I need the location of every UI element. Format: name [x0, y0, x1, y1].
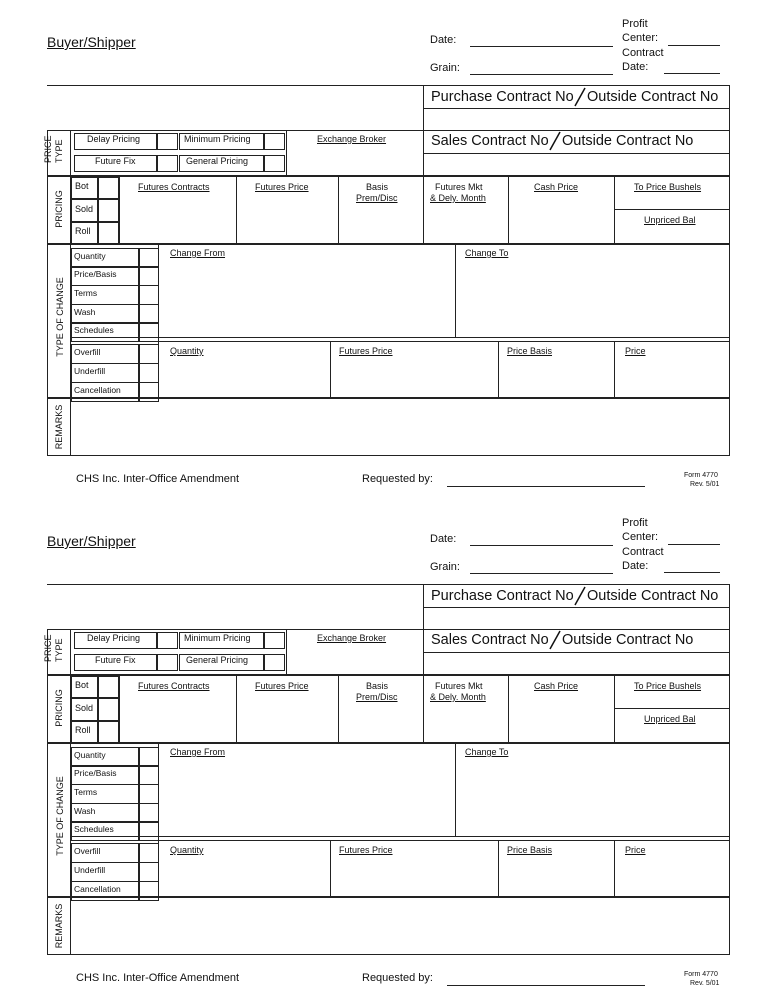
roll-label: Roll	[75, 725, 91, 735]
change-item-checkbox[interactable]	[138, 747, 159, 767]
bot-checkbox[interactable]	[97, 177, 119, 199]
divider	[338, 675, 339, 743]
change-item-label: Wash	[74, 307, 96, 317]
divider	[70, 629, 71, 675]
contract-date-label: Date:	[622, 560, 649, 572]
profit-label: Profit	[622, 18, 648, 30]
change-item-checkbox[interactable]	[138, 765, 159, 785]
sold-checkbox[interactable]	[97, 199, 119, 222]
change-item-label: Price/Basis	[74, 269, 117, 279]
requested-by-field[interactable]	[447, 486, 645, 487]
delay-pricing-checkbox[interactable]	[156, 632, 178, 649]
cash-price-label: Cash Price	[534, 182, 579, 192]
future-fix-label: Future Fix	[95, 655, 136, 665]
divider	[158, 244, 159, 337]
divider	[158, 341, 159, 398]
type-of-change-side-label: TYPE OF CHANGE	[55, 277, 65, 357]
change-item-label: Cancellation	[74, 385, 121, 395]
unpriced-bal-label: Unpriced Bal	[644, 215, 696, 225]
sales-contract-field[interactable]	[424, 154, 729, 175]
company-label: CHS Inc. Inter-Office Amendment	[76, 473, 240, 485]
change-item-label: Quantity	[74, 750, 106, 760]
change-item-label: Quantity	[74, 251, 106, 261]
change-item-label: Overfill	[74, 347, 101, 357]
buyer-shipper-label: Buyer/Shipper	[47, 34, 136, 50]
minimum-pricing-label: Minimum Pricing	[184, 134, 251, 144]
roll-label: Roll	[75, 226, 91, 236]
remarks-side-label: REMARKS	[54, 404, 64, 450]
exchange-broker-field[interactable]	[288, 150, 422, 174]
divider	[614, 840, 615, 897]
change-item-label: Schedules	[74, 824, 114, 834]
sales-outside-contract-label: Outside Contract No	[562, 133, 694, 149]
basis-label: Basis	[366, 681, 389, 691]
price-label: Price	[625, 845, 646, 855]
remarks-field[interactable]	[72, 400, 728, 454]
purchase-contract-field[interactable]	[424, 608, 729, 628]
sales-contract-label: Sales Contract No	[431, 632, 549, 648]
change-item-checkbox[interactable]	[138, 862, 159, 882]
change-item-label: Terms	[74, 787, 98, 797]
purchase-contract-label: Purchase Contract No	[431, 89, 574, 105]
change-from-label: Change From	[170, 248, 226, 258]
center-label: Center:	[622, 531, 659, 543]
change-item-checkbox[interactable]	[138, 266, 159, 286]
form-number: Form 4770	[684, 472, 718, 479]
general-pricing-checkbox[interactable]	[263, 654, 285, 671]
future-fix-checkbox[interactable]	[156, 155, 178, 172]
change-to-label: Change To	[465, 248, 509, 258]
divider	[158, 743, 159, 836]
contract-date-label: Date:	[622, 61, 649, 73]
cash-price-label: Cash Price	[534, 681, 579, 691]
delay-pricing-label: Delay Pricing	[87, 134, 141, 144]
amendment-form-bottom	[0, 499, 773, 999]
divider	[70, 897, 71, 955]
future-fix-checkbox[interactable]	[156, 654, 178, 671]
exchange-broker-label: Exchange Broker	[317, 633, 387, 643]
divider	[70, 836, 730, 837]
grain-label: Grain:	[430, 62, 460, 74]
general-pricing-label: General Pricing	[186, 156, 249, 166]
futures-price-change-label: Futures Price	[339, 346, 393, 356]
divider	[119, 675, 120, 743]
buyer-shipper-line	[47, 584, 423, 585]
futures-mkt-label: Futures Mkt	[435, 681, 483, 691]
sold-label: Sold	[75, 703, 94, 713]
price-label: Price	[625, 346, 646, 356]
change-item-label: Price/Basis	[74, 768, 117, 778]
requested-by-label: Requested by:	[362, 972, 433, 984]
price-basis-label: Price Basis	[507, 845, 553, 855]
future-fix-label: Future Fix	[95, 156, 136, 166]
delay-pricing-checkbox[interactable]	[156, 133, 178, 150]
purchase-outside-contract-label: Outside Contract No	[587, 588, 719, 604]
purchase-outside-contract-label: Outside Contract No	[587, 89, 719, 105]
contract-date-field[interactable]	[664, 73, 720, 74]
remarks-field[interactable]	[72, 899, 728, 953]
divider	[455, 244, 456, 337]
change-item-checkbox[interactable]	[138, 304, 159, 324]
divider	[498, 341, 499, 398]
change-item-label: Overfill	[74, 846, 101, 856]
to-price-bushels-label: To Price Bushels	[634, 681, 702, 691]
date-field[interactable]	[470, 46, 613, 47]
minimum-pricing-checkbox[interactable]	[263, 632, 285, 649]
price-type-side-label: PRICE	[43, 634, 53, 662]
bot-label: Bot	[75, 680, 89, 690]
exchange-broker-label: Exchange Broker	[317, 134, 387, 144]
divider	[119, 176, 120, 244]
change-item-label: Underfill	[74, 366, 106, 376]
futures-contracts-label: Futures Contracts	[138, 182, 210, 192]
change-item-label: Underfill	[74, 865, 106, 875]
prem-disc-label: Prem/Disc	[356, 193, 398, 203]
exchange-broker-field[interactable]	[288, 649, 422, 673]
divider	[338, 176, 339, 244]
divider	[286, 130, 287, 176]
quantity-label: Quantity	[170, 346, 204, 356]
change-item-checkbox[interactable]	[138, 803, 159, 823]
divider	[70, 840, 730, 841]
divider	[614, 209, 730, 210]
change-item-checkbox[interactable]	[138, 363, 159, 383]
futures-mkt-label: Futures Mkt	[435, 182, 483, 192]
minimum-pricing-label: Minimum Pricing	[184, 633, 251, 643]
change-item-checkbox[interactable]	[138, 322, 159, 342]
revision: Rev. 5/01	[690, 481, 720, 488]
remarks-side-label: REMARKS	[54, 903, 64, 949]
requested-by-field[interactable]	[447, 985, 645, 986]
profit-center-field[interactable]	[668, 544, 720, 545]
company-label: CHS Inc. Inter-Office Amendment	[76, 972, 240, 984]
grain-field[interactable]	[470, 74, 613, 75]
divider	[286, 629, 287, 675]
change-item-label: Schedules	[74, 325, 114, 335]
contract-date-field[interactable]	[664, 572, 720, 573]
divider	[70, 341, 730, 342]
divider	[70, 337, 730, 338]
prem-disc-label: Prem/Disc	[356, 692, 398, 702]
buyer-shipper-line	[47, 85, 423, 86]
change-item-checkbox[interactable]	[138, 843, 159, 863]
change-item-checkbox[interactable]	[138, 344, 159, 364]
divider	[508, 675, 509, 743]
change-from-label: Change From	[170, 747, 226, 757]
change-item-label: Cancellation	[74, 884, 121, 894]
divider	[236, 176, 237, 244]
purchase-contract-field[interactable]	[424, 109, 729, 129]
delay-pricing-label: Delay Pricing	[87, 633, 141, 643]
sales-outside-contract-label: Outside Contract No	[562, 632, 694, 648]
divider	[423, 176, 424, 244]
change-item-label: Terms	[74, 288, 98, 298]
general-pricing-label: General Pricing	[186, 655, 249, 665]
change-to-label: Change To	[465, 747, 509, 757]
sold-label: Sold	[75, 204, 94, 214]
purchase-contract-label: Purchase Contract No	[431, 588, 574, 604]
requested-by-label: Requested by:	[362, 473, 433, 485]
type-of-change-side-label: TYPE OF CHANGE	[55, 776, 65, 856]
general-pricing-checkbox[interactable]	[263, 155, 285, 172]
pricing-side-label: PRICING	[54, 689, 64, 727]
date-label: Date:	[430, 34, 457, 46]
divider	[423, 130, 730, 131]
grain-label: Grain:	[430, 561, 460, 573]
bot-label: Bot	[75, 181, 89, 191]
sold-checkbox[interactable]	[97, 698, 119, 721]
divider	[614, 341, 615, 398]
sales-contract-field[interactable]	[424, 653, 729, 674]
to-price-bushels-label: To Price Bushels	[634, 182, 702, 192]
roll-checkbox[interactable]	[97, 721, 119, 743]
price-type-side-label: PRICE	[43, 135, 53, 163]
form-number: Form 4770	[684, 971, 718, 978]
divider	[498, 840, 499, 897]
dely-month-label: & Dely. Month	[430, 692, 486, 702]
divider	[330, 840, 331, 897]
contract-label: Contract	[622, 47, 664, 59]
divider	[423, 675, 424, 743]
futures-price-label: Futures Price	[255, 182, 309, 192]
change-item-checkbox[interactable]	[138, 285, 159, 305]
divider	[70, 130, 71, 176]
change-item-label: Wash	[74, 806, 96, 816]
change-item-checkbox[interactable]	[138, 248, 159, 268]
slash-icon	[573, 586, 587, 606]
slash-icon	[573, 87, 587, 107]
futures-price-label: Futures Price	[255, 681, 309, 691]
divider	[455, 743, 456, 836]
quantity-label: Quantity	[170, 845, 204, 855]
slash-icon	[548, 630, 562, 650]
divider	[614, 675, 615, 743]
date-field[interactable]	[470, 545, 613, 546]
bot-checkbox[interactable]	[97, 676, 119, 698]
divider	[330, 341, 331, 398]
unpriced-bal-label: Unpriced Bal	[644, 714, 696, 724]
pricing-side-label: PRICING	[54, 190, 64, 228]
date-label: Date:	[430, 533, 457, 545]
price-type-side-label: TYPE	[54, 638, 64, 662]
divider	[614, 708, 730, 709]
futures-price-change-label: Futures Price	[339, 845, 393, 855]
sales-contract-label: Sales Contract No	[431, 133, 549, 149]
divider	[70, 398, 71, 456]
roll-checkbox[interactable]	[97, 222, 119, 244]
minimum-pricing-checkbox[interactable]	[263, 133, 285, 150]
profit-center-field[interactable]	[668, 45, 720, 46]
change-item-checkbox[interactable]	[138, 821, 159, 841]
divider	[236, 675, 237, 743]
price-basis-label: Price Basis	[507, 346, 553, 356]
buyer-shipper-label: Buyer/Shipper	[47, 533, 136, 549]
futures-contracts-label: Futures Contracts	[138, 681, 210, 691]
center-label: Center:	[622, 32, 659, 44]
basis-label: Basis	[366, 182, 389, 192]
slash-icon	[548, 131, 562, 151]
price-type-side-label: TYPE	[54, 139, 64, 163]
profit-label: Profit	[622, 517, 648, 529]
change-item-checkbox[interactable]	[138, 784, 159, 804]
divider	[614, 176, 615, 244]
grain-field[interactable]	[470, 573, 613, 574]
divider	[158, 840, 159, 897]
divider	[508, 176, 509, 244]
dely-month-label: & Dely. Month	[430, 193, 486, 203]
contract-label: Contract	[622, 546, 664, 558]
divider	[423, 629, 730, 630]
revision: Rev. 5/01	[690, 980, 720, 987]
